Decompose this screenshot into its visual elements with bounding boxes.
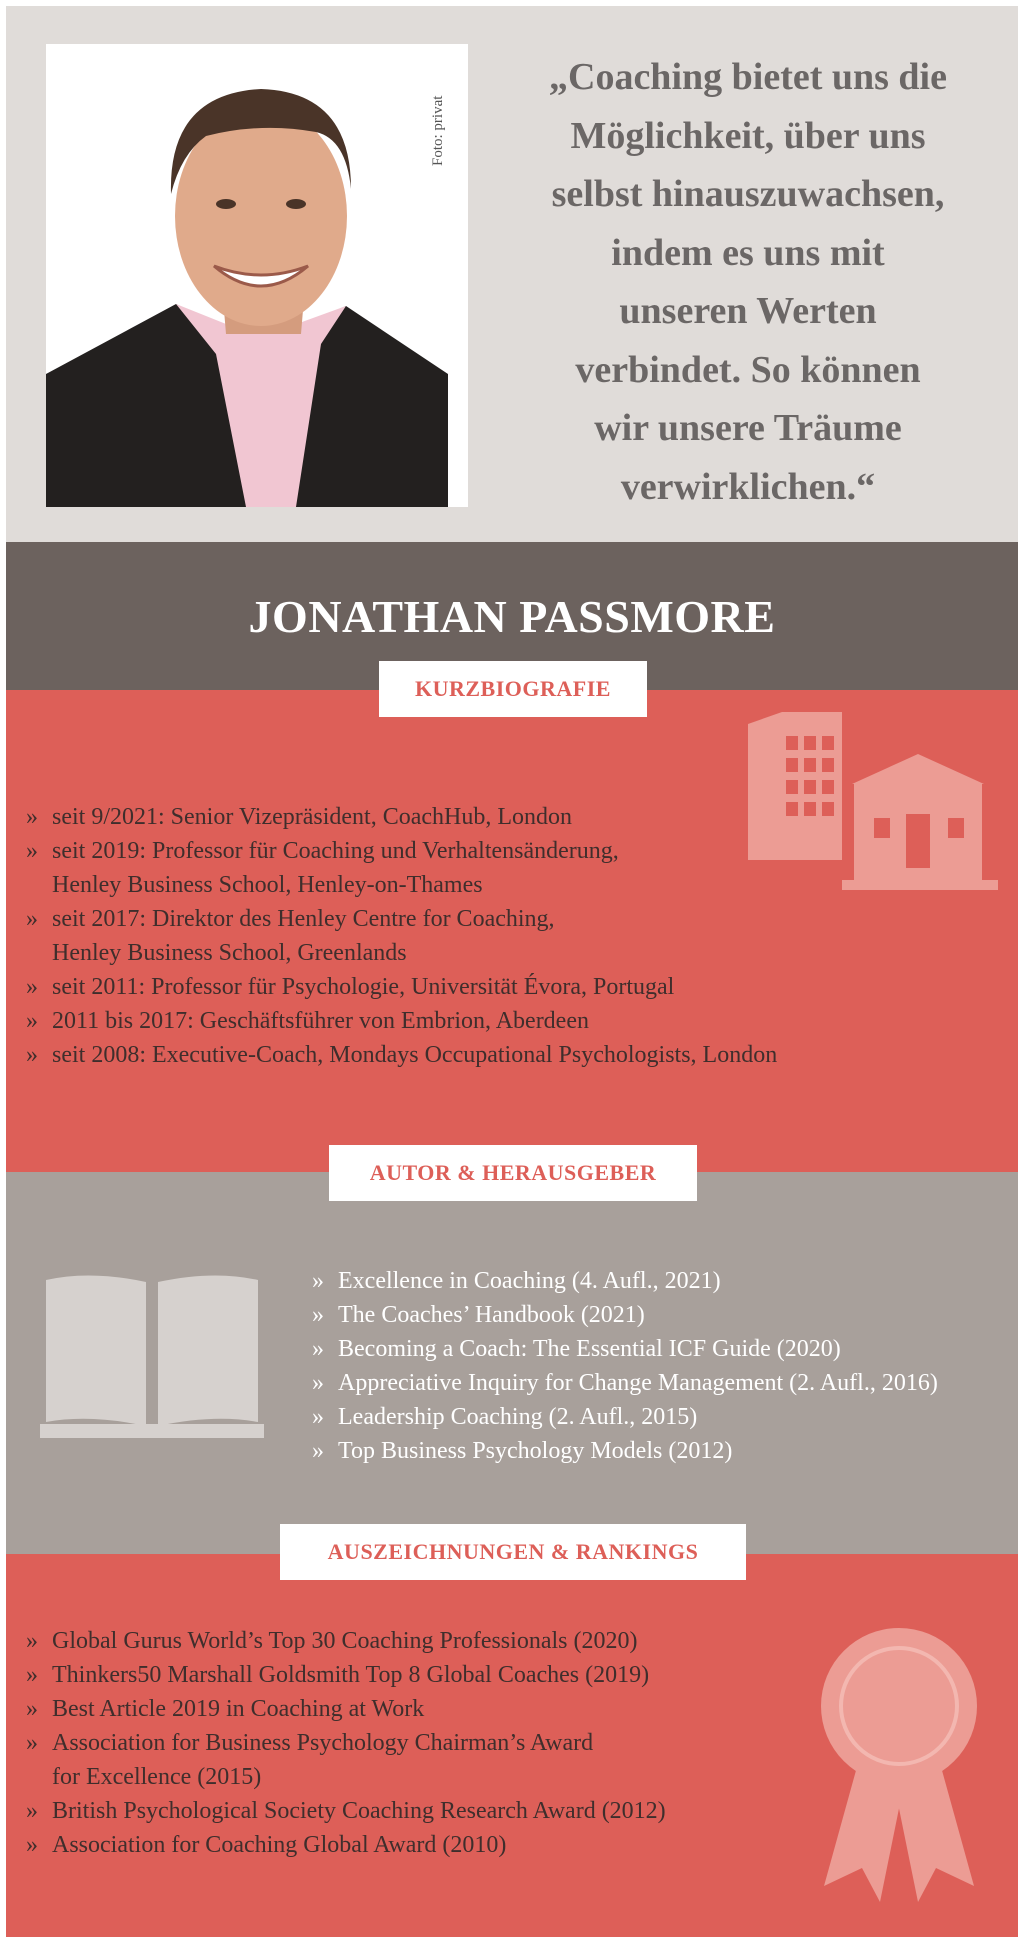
author-list-item: » Becoming a Coach: The Essential ICF Guide (2020) <box>312 1332 938 1366</box>
author-list <box>312 1264 938 1468</box>
quote <box>494 48 1002 516</box>
awards-list-item: for Excellence (2015) <box>52 1764 262 1790</box>
awards-list-item: » Association for Coaching Global Award (2010) <box>26 1828 666 1862</box>
bio-list-item: » seit 2017: Direktor des Henley Centre for Coaching, <box>26 902 777 936</box>
photo-credit: Foto: privat <box>430 95 446 166</box>
awards-list <box>26 1624 666 1862</box>
awards-list-item: » Thinkers50 Marshall Goldsmith Top 8 Global Coaches (2019) <box>26 1658 666 1692</box>
quote-line: verbindet. So können <box>575 348 921 391</box>
author-heading: AUTOR & HERAUSGEBER <box>329 1145 697 1201</box>
top-section <box>6 6 1018 542</box>
building-icon <box>742 710 1006 890</box>
awards-list-item: » British Psychological Society Coaching Research Award (2012) <box>26 1794 666 1828</box>
quote-line: unseren Werten <box>619 290 877 332</box>
author-list-item: » Leadership Coaching (2. Aufl., 2015) <box>312 1400 938 1434</box>
awards-list-item: » Best Article 2019 in Coaching at Work <box>26 1692 666 1726</box>
quote-line: „Coaching bietet uns die <box>549 56 947 98</box>
bio-list-item: » 2011 bis 2017: Geschäftsführer von Embrion, Aberdeen <box>26 1004 777 1038</box>
quote-line: wir unsere Träume <box>594 407 902 449</box>
bio-list-item: » seit 9/2021: Senior Vizepräsident, CoachHub, London <box>26 800 777 834</box>
bio-list-item: Henley Business School, Greenlands <box>52 940 407 966</box>
awards-section <box>6 1554 1018 1937</box>
awards-heading: AUSZEICHNUNGEN & RANKINGS <box>280 1524 746 1580</box>
book-icon <box>40 1266 264 1444</box>
biography-heading: KURZBIOGRAFIE <box>379 661 647 717</box>
biography-list <box>26 800 777 1072</box>
author-list-item: » The Coaches’ Handbook (2021) <box>312 1298 938 1332</box>
bio-list-item: » seit 2019: Professor für Coaching und Verhaltensänderung, <box>26 834 777 868</box>
quote-line: indem es uns mit <box>611 231 885 274</box>
person-name: JONATHAN PASSMORE <box>248 591 776 642</box>
bio-list-item: » seit 2011: Professor für Psychologie, Universität Évora, Portugal <box>26 970 777 1004</box>
awards-list-item: » Association for Business Psychology Chairman’s Award <box>26 1726 666 1760</box>
bio-list-item: » seit 2008: Executive-Coach, Mondays Occupational Psychologists, London <box>26 1038 777 1072</box>
quote-line: verwirklichen.“ <box>620 465 876 508</box>
bio-list-item: Henley Business School, Henley-on-Thames <box>52 872 483 898</box>
author-section <box>6 1172 1018 1554</box>
awards-list-item: » Global Gurus World’s Top 30 Coaching Professionals (2020) <box>26 1624 666 1658</box>
portrait-photo <box>46 44 468 507</box>
author-list-item: » Appreciative Inquiry for Change Management (2. Aufl., 2016) <box>312 1366 938 1400</box>
biography-section <box>6 690 1018 1172</box>
author-list-item: » Top Business Psychology Models (2012) <box>312 1434 938 1468</box>
quote-line: Möglichkeit, über uns <box>570 114 926 157</box>
author-list-item: » Excellence in Coaching (4. Aufl., 2021) <box>312 1264 938 1298</box>
quote-line: selbst hinauszuwachsen, <box>551 173 945 215</box>
award-rosette-icon <box>814 1606 984 1906</box>
